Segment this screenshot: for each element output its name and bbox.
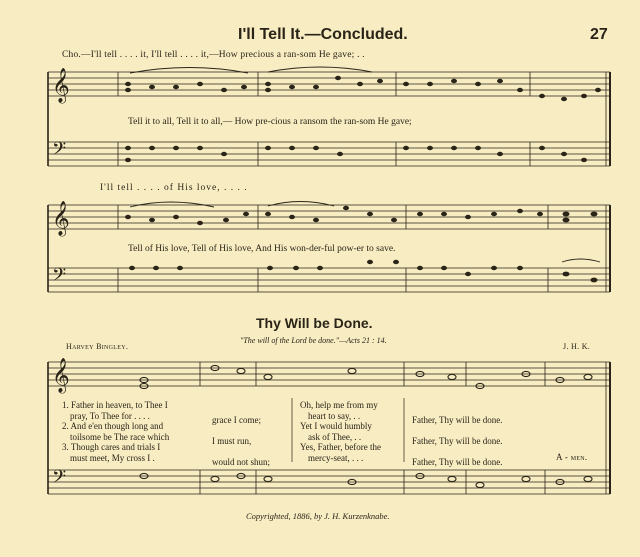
verse-line: Yet I would humbly [300, 421, 372, 431]
verse-line: grace I come; [212, 415, 261, 425]
verse-line: I must run, [212, 436, 252, 446]
verse-line: 1. Father in heaven, to Thee I [62, 400, 168, 410]
verse-line: Father, Thy will be done. [412, 457, 503, 467]
svg-text:𝄢: 𝄢 [52, 265, 67, 290]
svg-text:𝄢: 𝄢 [52, 139, 67, 164]
hymn2-title: Thy Will be Done. [256, 315, 373, 331]
verse-line: ask of Thee, . . [308, 431, 362, 442]
verse-line: would not shun; [212, 457, 271, 467]
system1-upper-lyric: Cho.—I'll tell . . . . it, I'll tell . . . . it,—How precious a ran-som He gave; . . [62, 50, 365, 60]
author-initials: J. H. K. [563, 342, 591, 351]
verse-column-1 [62, 400, 169, 463]
staff-system-2-bass [48, 268, 610, 292]
verse-line: must meet, My cross I . [70, 452, 155, 463]
svg-text:𝄢: 𝄢 [52, 467, 67, 492]
verse-line: Oh, help me from my [300, 400, 378, 410]
verse-column-4 [412, 410, 502, 473]
verse-line: Father, Thy will be done. [412, 436, 503, 446]
verse-line: 2. And e'en though long and [62, 421, 164, 431]
scripture-epigraph: "The will of the Lord be done."—Acts 21 : 14. [240, 336, 387, 345]
staff-system-1-treble [48, 72, 610, 96]
svg-text:𝄞: 𝄞 [52, 358, 70, 393]
copyright-notice: Copyrighted, 1886, by J. H. Kurzenknabe. [246, 511, 390, 521]
verse-line: toilsome be The race which [70, 431, 170, 442]
system1-lower-lyric: Tell it to all, Tell it to all,— How pre-cious a ransom the ran-som He gave; [128, 117, 412, 127]
verse-line: heart to say, . . [308, 410, 361, 421]
verse-line: 3. Though cares and trials I [62, 442, 161, 452]
system2-upper-lyric: I'll tell . . . . of His love, . . . . [100, 183, 248, 193]
verse-line: pray, To Thee for . . . . [70, 410, 150, 421]
hymn-title: I'll Tell It.—Concluded. [238, 26, 408, 43]
svg-text:𝄞: 𝄞 [52, 201, 70, 236]
amen-label: A - men. [556, 452, 588, 462]
verse-line: Father, Thy will be done. [412, 415, 503, 425]
verse-column-2 [212, 410, 270, 473]
verse-line: Yes, Father, before the [300, 442, 381, 452]
staff-system-3-treble [48, 362, 610, 386]
verse-line: mercy-seat, . . . [308, 452, 364, 463]
svg-text:𝄞: 𝄞 [52, 68, 70, 103]
final-barlines [606, 72, 610, 494]
system2-lower-lyric: Tell of His love, Tell of His love, And His won-der-ful pow-er to save. [128, 244, 396, 254]
verse-column-3 [300, 400, 381, 463]
composer-credit: Harvey Bingley. [66, 342, 129, 351]
staff-system-2-treble [48, 205, 610, 229]
page-number: 27 [590, 26, 608, 43]
staff-system-1-bass [48, 142, 610, 166]
